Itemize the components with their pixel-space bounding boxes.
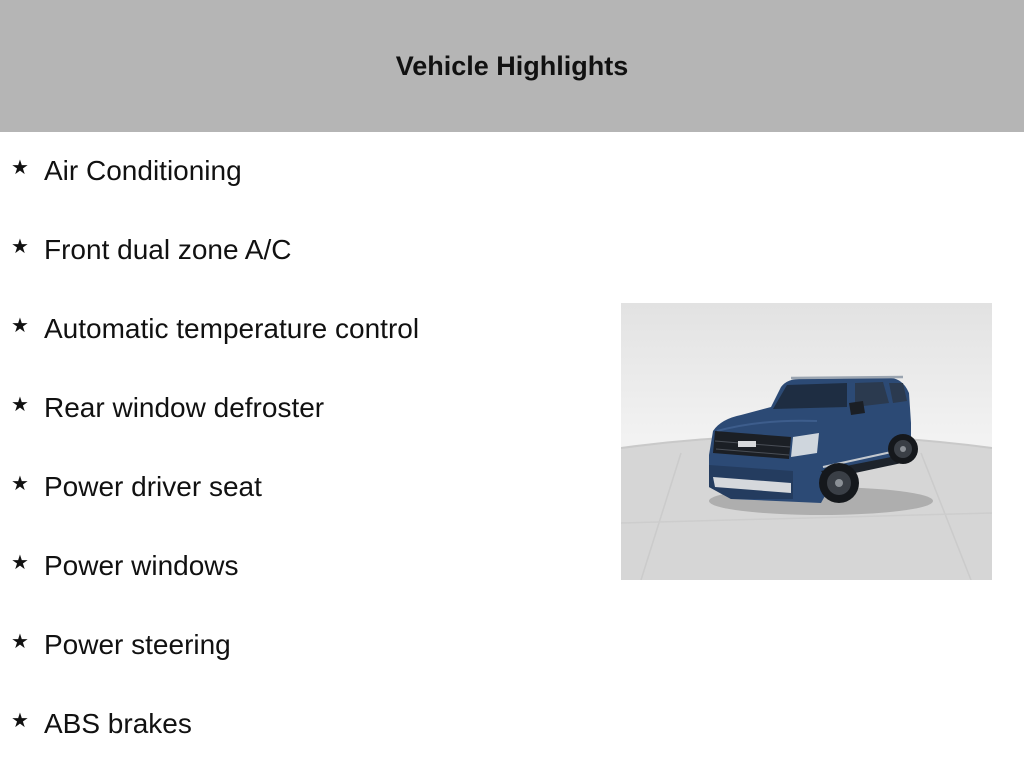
feature-item (0, 132, 600, 211)
star-icon: ★ (11, 392, 29, 416)
feature-item (0, 527, 600, 606)
suv-illustration (621, 303, 992, 580)
star-icon: ★ (11, 155, 29, 179)
feature-label: ABS brakes (44, 708, 192, 739)
feature-item (0, 211, 600, 290)
star-icon: ★ (11, 708, 29, 732)
rear-hub (900, 446, 906, 452)
feature-label: Rear window defroster (44, 392, 325, 423)
front-hub (835, 479, 843, 487)
feature-item (0, 369, 600, 448)
star-icon: ★ (11, 234, 29, 258)
feature-item (0, 290, 600, 369)
star-icon: ★ (11, 550, 29, 574)
page-header (0, 0, 1024, 132)
feature-label: Power windows (44, 550, 239, 581)
brand-badge (738, 441, 756, 447)
star-icon: ★ (11, 313, 29, 337)
feature-label: Automatic temperature control (44, 313, 420, 344)
star-icon: ★ (11, 471, 29, 495)
star-icon: ★ (11, 629, 29, 653)
roof-rail (791, 377, 903, 378)
feature-item (0, 685, 600, 764)
page-title: Vehicle Highlights (395, 50, 629, 81)
feature-label: Power steering (44, 629, 231, 660)
feature-item (0, 448, 600, 527)
feature-label: Air Conditioning (44, 155, 242, 186)
side-mirror (849, 401, 865, 415)
feature-item (0, 606, 600, 685)
feature-label: Front dual zone A/C (44, 234, 292, 265)
vehicle-photo (621, 303, 992, 580)
feature-list (0, 132, 600, 764)
feature-label: Power driver seat (44, 471, 262, 502)
